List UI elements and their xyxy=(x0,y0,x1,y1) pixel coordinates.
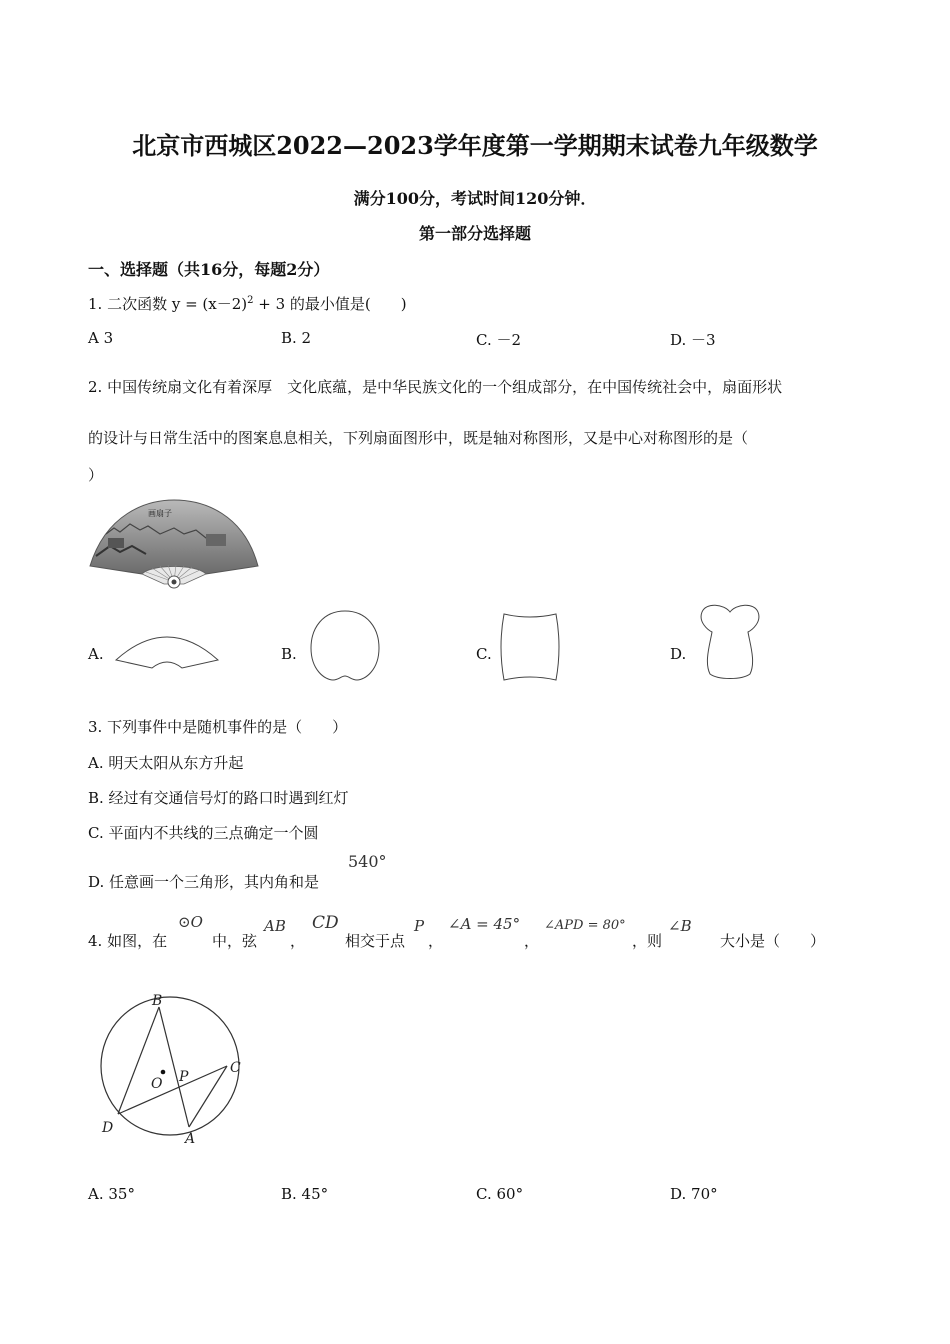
fan-caption: 画扇子 xyxy=(148,509,172,518)
label-a: A xyxy=(185,1131,196,1147)
label-o: O xyxy=(151,1076,163,1092)
question-2-stem-line-2: 的设计与日常生活中的图案息息相关，下列扇面图形中，既是轴对称图形，又是中心对称图形的是（ xyxy=(88,429,749,447)
q2-option-b-label: B. xyxy=(281,645,297,663)
q4-option-d: D. 70° xyxy=(670,1185,718,1203)
q4-text-size: 大小是（ ） xyxy=(720,932,826,950)
q4-text-zhong: 中，弦 xyxy=(212,932,258,950)
center-point xyxy=(161,1070,166,1075)
q3-option-b: B. 经过有交通信号灯的路口时遇到红灯 xyxy=(88,789,349,807)
q4-comma-1: ， xyxy=(290,932,306,950)
chord-cd xyxy=(118,1066,227,1114)
q4-option-a: A. 35° xyxy=(88,1185,135,1203)
q4-chord-ab: AB xyxy=(264,917,286,935)
q2-option-d-shape xyxy=(696,602,764,682)
q4-comma-3: ， xyxy=(524,932,540,950)
q2-option-a-label: A. xyxy=(88,645,104,663)
question-1-stem: 1. 二次函数 $y = (x-2)^2 + 3$ 的最小值是( ) xyxy=(88,295,407,313)
q4-chord-cd: CD xyxy=(312,913,339,933)
q2-option-b-shape xyxy=(305,608,385,684)
q1-option-d: D. －3 xyxy=(670,331,716,349)
q4-option-b: B. 45° xyxy=(281,1185,329,1203)
q4-option-c: C. 60° xyxy=(476,1185,524,1203)
page-title: 北京市西城区2022—2023学年度第一学期期末试卷九年级数学 xyxy=(132,131,818,160)
label-p: P xyxy=(179,1069,189,1085)
exam-info: 满分100分，考试时间120分钟． xyxy=(353,189,597,208)
part-title: 第一部分选择题 xyxy=(418,224,531,243)
q4-circle-diagram xyxy=(96,990,256,1150)
chord-ab xyxy=(159,1007,189,1127)
q4-angle-apd: ∠APD = 80° xyxy=(544,918,626,933)
q2-option-c-shape xyxy=(498,610,562,684)
circle-o xyxy=(101,997,239,1135)
q3-option-a: A. 明天太阳从东方升起 xyxy=(88,754,244,772)
q4-text-ze: ，则 xyxy=(632,932,663,950)
q4-comma-2: ， xyxy=(428,932,444,950)
q1-option-b: B. 2 xyxy=(281,329,312,347)
q4-point-p: P xyxy=(414,917,425,935)
q1-option-a: A 3 xyxy=(88,329,114,347)
q2-option-a-fan-shape xyxy=(112,622,222,672)
q3-option-d-math: 540° xyxy=(348,852,387,871)
label-b: B xyxy=(152,993,163,1009)
question-4-prefix: 4. 如图，在 xyxy=(88,932,168,950)
segment-bd xyxy=(118,1007,159,1114)
q2-option-d-label: D. xyxy=(670,645,687,663)
question-2-stem-line-3: ） xyxy=(88,466,104,484)
q2-option-c-label: C. xyxy=(476,645,492,663)
q4-text-jiao: 相交于点 xyxy=(345,932,406,950)
label-c: C xyxy=(230,1060,241,1076)
q4-angle-a: ∠A = 45° xyxy=(448,915,521,933)
q4-circle-o: ⊙O xyxy=(178,913,203,931)
q1-option-c: C. －2 xyxy=(476,331,522,349)
folding-fan-image xyxy=(86,494,262,590)
q3-option-c: C. 平面内不共线的三点确定一个圆 xyxy=(88,824,319,842)
section-title: 一、选择题（共16分，每题2分） xyxy=(88,260,330,279)
question-3-stem: 3. 下列事件中是随机事件的是（ ） xyxy=(88,718,348,736)
segment-ca xyxy=(189,1066,227,1127)
q4-angle-b: ∠B xyxy=(668,917,692,935)
label-d: D xyxy=(102,1120,114,1136)
question-2-stem-line-1: 2. 中国传统扇文化有着深厚 文化底蕴，是中华民族文化的一个组成部分，在中国传统社会中，扇面形状 xyxy=(88,378,783,396)
q3-option-d: D. 任意画一个三角形，其内角和是 xyxy=(88,873,320,891)
